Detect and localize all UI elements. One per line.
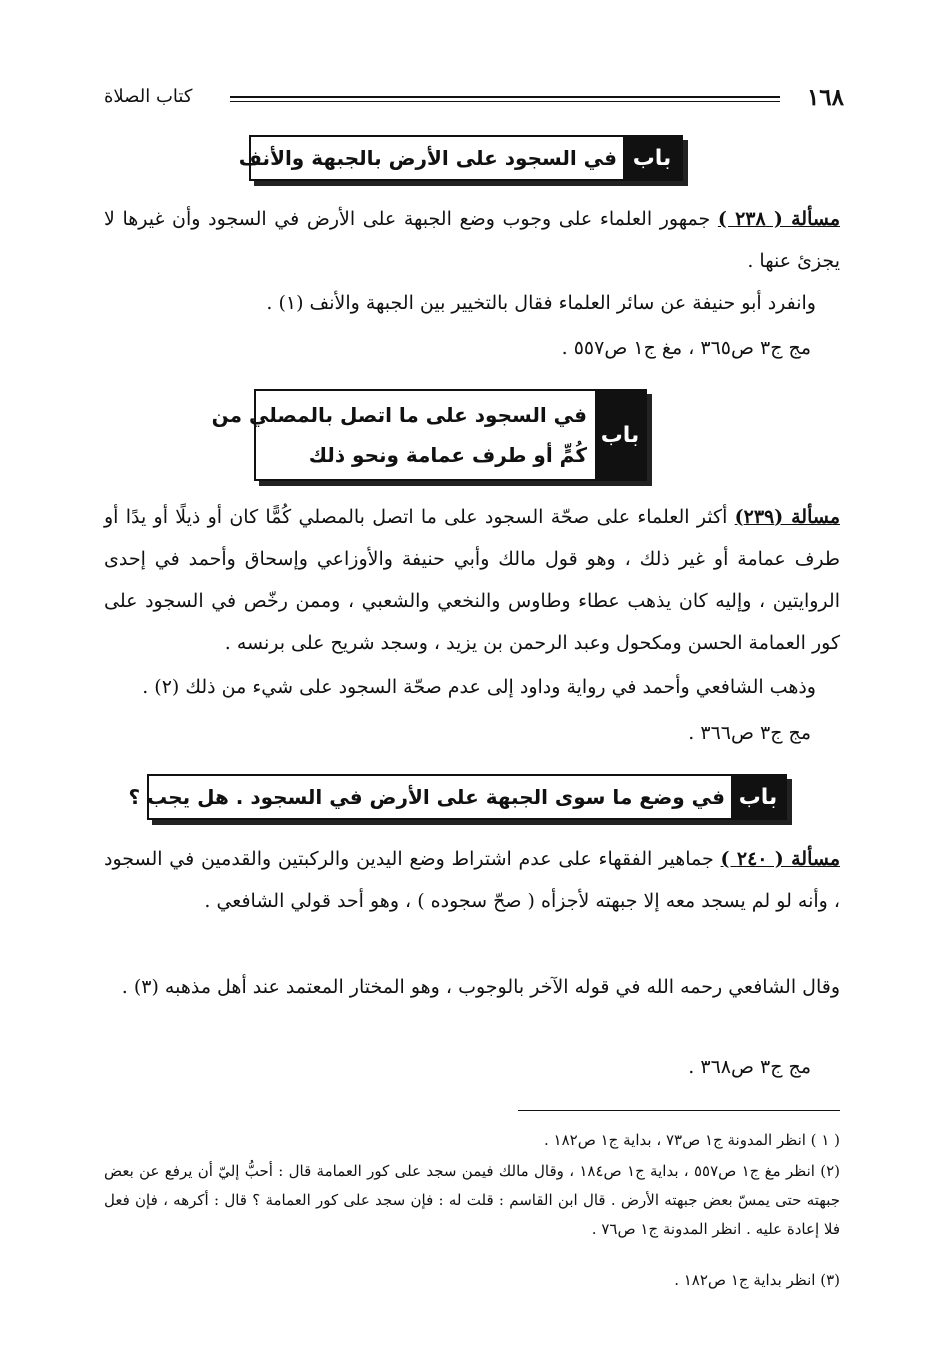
chapter-box-1 bbox=[238, 135, 683, 181]
chapter-title-line: كُمٍّ أو طرف عمامة ونحو ذلك bbox=[308, 443, 587, 467]
chapter-label: باب bbox=[595, 391, 645, 479]
chapter-title bbox=[128, 776, 725, 818]
chapter-title-line: في وضع ما سوى الجبهة على الأرض في السجود . هل يجب ؟ bbox=[128, 785, 725, 809]
chapter-label: باب bbox=[731, 776, 785, 818]
masala-label: مسألة ( ٢٣٨ ) bbox=[717, 208, 840, 230]
masala-paragraph bbox=[104, 838, 840, 922]
masala-paragraph bbox=[104, 496, 840, 664]
masala-extra: وذهب الشافعي وأحمد في رواية وداود إلى عدم صحّة السجود على شيء من ذلك (٢) . bbox=[142, 676, 816, 698]
masala-reference: مج ج٣ ص٣٦٨ . bbox=[688, 1056, 811, 1078]
footnote: (٣) انظر بداية ج١ ص١٨٢ . bbox=[674, 1271, 840, 1289]
masala-text: أكثر العلماء على صحّة السجود على ما اتصل بالمصلي كُمًّا كان أو ذيلًا أو يدًا أو طرف عمامة أو غير ذلك ، وهو قول مالك وأبي حنيفة والأوزاعي وإسحاق وأحمد في إحدى الروايتين ، وإليه كان يذهب عطاء وطاوس والنخعي والشعبي ، وممن رخّص في السجود على كور العمامة الحسن ومكحول وعبد الرحمن بن يزيد ، وسجد شريح على برنسه . bbox=[104, 506, 840, 654]
footnote-separator bbox=[518, 1110, 840, 1111]
masala-text: جماهير الفقهاء على عدم اشتراط وضع اليدين والركبتين والقدمين في السجود ، وأنه لو لم يسجد معه إلا جبهته لأجزأه ( صحّ سجوده ) ، وهو أحد قولي الشافعي . bbox=[104, 848, 840, 912]
book-title: كتاب الصلاة bbox=[104, 86, 193, 107]
chapter-title-line: في السجود على الأرض بالجبهة والأنف bbox=[238, 146, 617, 170]
running-header bbox=[104, 84, 844, 112]
chapter-title bbox=[238, 137, 617, 179]
masala-reference: مج ج٣ ص٣٦٥ ، مغ ج١ ص٥٥٧ . bbox=[561, 337, 811, 359]
header-rule bbox=[230, 96, 780, 102]
chapter-title bbox=[211, 391, 587, 479]
page-number: ١٦٨ bbox=[806, 84, 844, 111]
masala-reference: مج ج٣ ص٣٦٦ . bbox=[688, 722, 811, 744]
masala-paragraph bbox=[104, 198, 840, 282]
chapter-box-3 bbox=[128, 774, 787, 820]
masala-label: مسألة ( ٢٤٠ ) bbox=[720, 848, 840, 870]
chapter-box-2 bbox=[211, 389, 647, 481]
chapter-label: باب bbox=[623, 137, 681, 179]
footnote: ( ١ ) انظر المدونة ج١ ص٧٣ ، بداية ج١ ص١٨٢ . bbox=[543, 1131, 840, 1149]
masala-extra: وقال الشافعي رحمه الله في قوله الآخر بالوجوب ، وهو المختار المعتمد عند أهل مذهبه (٣) . bbox=[121, 976, 840, 998]
footnote: (٢) انظر مغ ج١ ص٥٥٧ ، بداية ج١ ص١٨٤ ، وقال مالك فيمن سجد على كور العمامة قال : أحبُّ إليّ أن يرفع عن بعض جبهته حتى يمسّ بعض جبهته الأرض . قال ابن القاسم : قلت له : فإن سجد على كور العمامة ؟ قال : أكرهه ، فإن فعل فلا إعادة عليه . انظر المدونة ج١ ص٧٦ . bbox=[104, 1162, 840, 1238]
masala-label: مسألة (٢٣٩) bbox=[734, 506, 840, 528]
masala-extra: وانفرد أبو حنيفة عن سائر العلماء فقال بالتخيير بين الجبهة والأنف (١) . bbox=[266, 292, 816, 314]
chapter-title-line: في السجود على ما اتصل بالمصلي من bbox=[211, 403, 587, 427]
masala-text: جمهور العلماء على وجوب وضع الجبهة على الأرض في السجود وأن غيرها لا يجزئ عنها . bbox=[104, 208, 840, 272]
